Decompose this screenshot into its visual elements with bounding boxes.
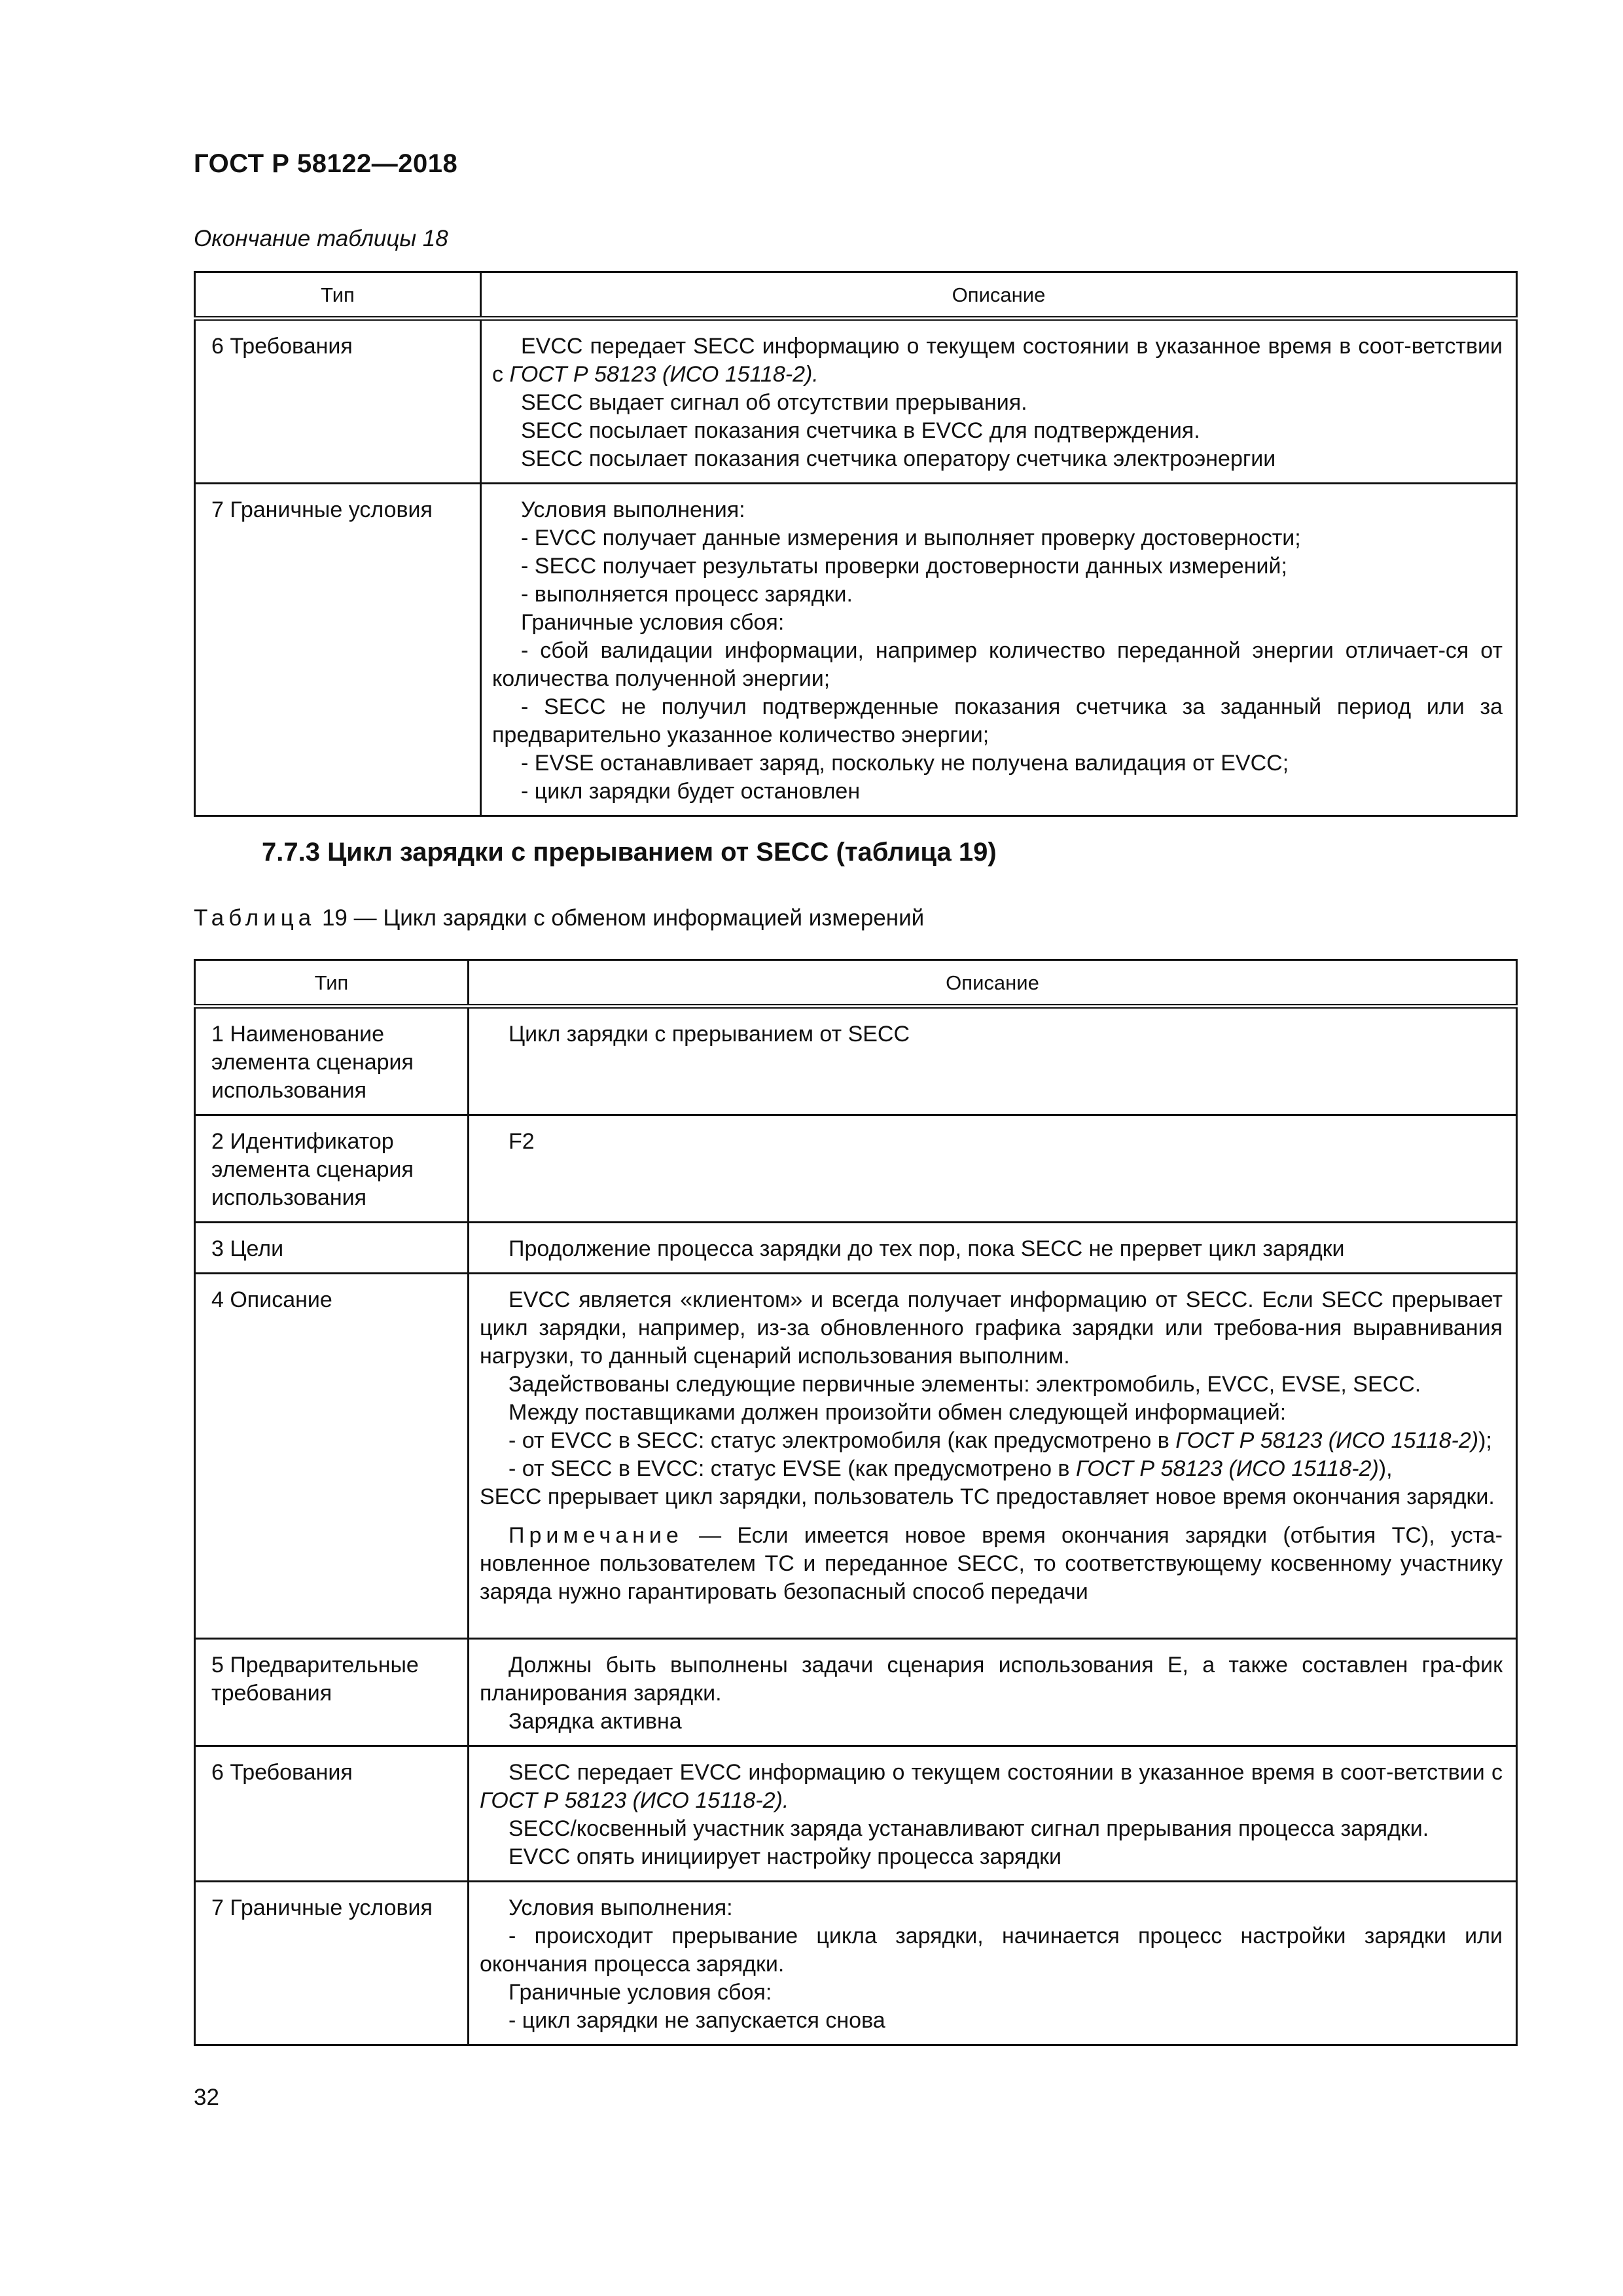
description-line: - сбой валидации информации, например количество переданной энергии отличает-ся от количества полученной энергии; [492, 638, 1503, 691]
row-description [481, 484, 1517, 816]
description-line: SECC прерывает цикл зарядки, пользователь ТС предоставляет новое время окончания зарядки. [480, 1484, 1495, 1509]
row-description [469, 1882, 1517, 2045]
row-type: 7 Граничные условия [195, 484, 481, 816]
note-text: — Если имеется новое время окончания зарядки (отбытия ТС), уста-новленное пользователем ТС и переданное SECC, то соответствующему косвенному участнику заряда нужно гарантировать безопасный способ передачи [480, 1523, 1503, 1604]
section-heading: 7.7.3 Цикл зарядки с прерыванием от SECC (таблица 19) [262, 838, 997, 867]
description-line: Между поставщиками должен произойти обмен следующей информацией: [508, 1400, 1287, 1425]
description-line: - EVCC получает данные измерения и выполняет проверку достоверности; [521, 526, 1301, 550]
description-line: SECC выдает сигнал об отсутствии прерывания. [521, 390, 1027, 415]
row-description [469, 1115, 1517, 1223]
column-header-type: Тип [195, 960, 469, 1007]
description-line: - выполняется процесс зарядки. [521, 582, 853, 607]
table-row [195, 1746, 1517, 1882]
page-number: 32 [194, 2085, 219, 2110]
row-type: 1 Наименование элемента сценария использования [195, 1007, 469, 1115]
description-line: - цикл зарядки не запускается снова [508, 2008, 885, 2033]
table-19 [194, 959, 1518, 2046]
table-18 [194, 271, 1518, 817]
column-header-description: Описание [469, 960, 1517, 1007]
row-type: 5 Предварительные требования [195, 1639, 469, 1746]
table-row [195, 1115, 1517, 1223]
column-header-description: Описание [481, 272, 1517, 319]
description-line [480, 1427, 1503, 1455]
description-line: EVCC опять инициирует настройку процесса зарядки [508, 1844, 1062, 1869]
row-type: 6 Требования [195, 319, 481, 484]
table-row [195, 1007, 1517, 1115]
table-header-row [195, 960, 1517, 1007]
standard-reference: ГОСТ Р 58123 (ИСО 15118-2). [480, 1788, 789, 1813]
text-span: SECC передает EVCC информацию о текущем состоянии в указанное время в соот-ветствии с [508, 1760, 1503, 1785]
table-row [195, 1223, 1517, 1274]
row-description [469, 1223, 1517, 1274]
table-continuation-caption: Окончание таблицы 18 [194, 226, 448, 251]
row-description [469, 1746, 1517, 1882]
row-type: 4 Описание [195, 1274, 469, 1639]
note [480, 1522, 1503, 1606]
note-label: Примечание [508, 1523, 683, 1548]
standard-reference: ГОСТ Р 58123 (ИСО 15118-2). [509, 362, 819, 387]
table-19-title [194, 905, 924, 931]
description-line: SECC/косвенный участник заряда устанавливают сигнал прерывания процесса зарядки. [508, 1816, 1429, 1841]
description-line [492, 332, 1503, 389]
description-line: - EVSE останавливает заряд, поскольку не получена валидация от EVCC; [521, 751, 1289, 776]
description-line: Условия выполнения: [521, 497, 745, 522]
description-line [480, 1455, 1503, 1483]
standard-reference: ГОСТ Р 58123 (ИСО 15118-2) [1175, 1428, 1479, 1453]
column-header-type: Тип [195, 272, 481, 319]
table-header-row [195, 272, 1517, 319]
standard-reference: ГОСТ Р 58123 (ИСО 15118-2) [1075, 1456, 1379, 1481]
row-description [469, 1274, 1517, 1639]
description-line: SECC посылает показания счетчика оператору счетчика электроэнергии [521, 446, 1276, 471]
table-title-text: 19 — Цикл зарядки с обменом информацией измерений [315, 905, 925, 931]
description-line: - SECC не получил подтвержденные показания счетчика за заданный период или за предварительно указанное количество энергии; [492, 694, 1503, 747]
description-line: Должны быть выполнены задачи сценария использования Е, а также составлен гра-фик планирования зарядки. [480, 1653, 1503, 1706]
description-line: - цикл зарядки будет остановлен [521, 779, 861, 804]
description-line: - SECC получает результаты проверки достоверности данных измерений; [521, 554, 1287, 579]
description-line: Граничные условия сбоя: [508, 1980, 772, 2005]
row-description [469, 1007, 1517, 1115]
description-line: Зарядка активна [508, 1709, 682, 1734]
description-line: Цикл зарядки с прерыванием от SECC [508, 1022, 910, 1047]
text-span: - от SECC в EVCC: статус EVSE (как предусмотрено в [508, 1456, 1076, 1481]
row-description [469, 1639, 1517, 1746]
row-type: 6 Требования [195, 1746, 469, 1882]
row-description [481, 319, 1517, 484]
row-type: 7 Граничные условия [195, 1882, 469, 2045]
table-title-label: Таблица [194, 905, 316, 931]
text-span: ); [1478, 1428, 1492, 1453]
text-span: - от EVCC в SECC: статус электромобиля (как предусмотрено в [508, 1428, 1176, 1453]
table-row [195, 484, 1517, 816]
description-line [480, 1759, 1503, 1815]
description-line: F2 [508, 1129, 535, 1154]
description-line: - происходит прерывание цикла зарядки, начинается процесс настройки зарядки или окончания процесса зарядки. [480, 1924, 1503, 1977]
table-row [195, 319, 1517, 484]
table-row [195, 1274, 1517, 1639]
table-row [195, 1639, 1517, 1746]
page-header: ГОСТ Р 58122—2018 [194, 149, 458, 178]
description-line: Условия выполнения: [508, 1895, 733, 1920]
description-line: Задействованы следующие первичные элементы: электромобиль, EVCC, EVSE, SECC. [508, 1372, 1421, 1397]
row-type: 2 Идентификатор элемента сценария использования [195, 1115, 469, 1223]
text-span: ), [1378, 1456, 1393, 1481]
description-line: Продолжение процесса зарядки до тех пор, пока SECC не прервет цикл зарядки [508, 1236, 1345, 1261]
row-type: 3 Цели [195, 1223, 469, 1274]
description-line: SECC посылает показания счетчика в EVCC для подтверждения. [521, 418, 1200, 443]
table-row [195, 1882, 1517, 2045]
text-span: EVCC передает SECC информацию о текущем состоянии в указанное время в соот-ветствии с [492, 334, 1503, 387]
description-line: EVCC является «клиентом» и всегда получает информацию от SECC. Если SECC прерывает цикл зарядки, например, из-за обновленного графика зарядки или требова-ния выравнивания нагрузки, то данный сценарий использования выполним. [480, 1287, 1503, 1369]
description-line: Граничные условия сбоя: [521, 610, 785, 635]
